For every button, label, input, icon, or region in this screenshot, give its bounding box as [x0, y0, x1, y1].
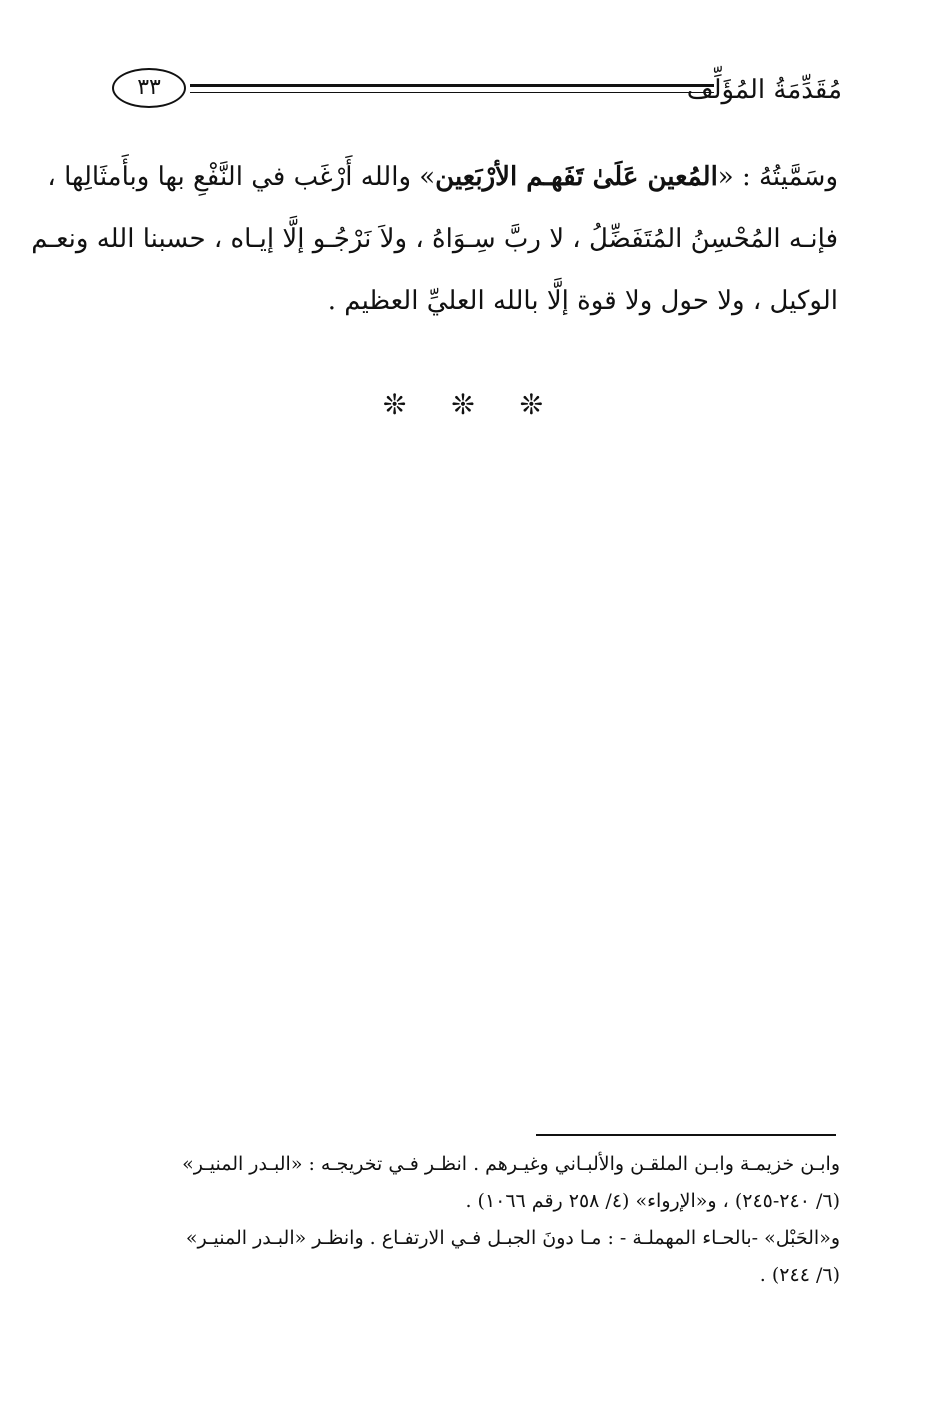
page-number	[112, 68, 186, 108]
body-line-3: الوكيل ، ولا حول ولا قوة إلَّا بالله العليِّ العظيم .	[327, 286, 838, 316]
section-separator: ❊ ❊ ❊	[382, 388, 562, 421]
page-number-text: ٣٣	[137, 75, 161, 100]
body-text	[31, 146, 838, 332]
footnote-rule	[536, 1134, 836, 1136]
footnote-line: (٦/ ٢٤٤) .	[759, 1264, 840, 1286]
footnotes	[112, 1146, 840, 1294]
footnote-line: و«الحَبْل» -بالحـاء المهملـة - : مـا دونَ الجبـل فـي الارتفـاع . وانظـر «البـدر المنيـر»	[185, 1227, 840, 1249]
body-line-2: فإنـه المُحْسِنُ المُتَفَضِّلُ ، لا ربَّ سِـوَاهُ ، ولاَ نَرْجُـو إلَّا إيـاه ، حسبنا الله ونعـم	[31, 224, 838, 254]
header-rule-thick	[190, 84, 714, 87]
page-header	[112, 64, 842, 116]
book-title: المُعين عَلَىٰ تَفَهـم الأرْبَعِين	[435, 162, 718, 192]
footnote-line: وابـن خزيمـة وابـن الملقـن والألبـاني وغيـرهم . انظـر فـي تخريجـه : «البـدر المنيـر»	[182, 1153, 840, 1175]
running-title: مُقَدِّمَةُ المُؤَلِّف	[686, 75, 842, 105]
footnote-line: (٦/ ٢٤٠-٢٤٥) ، و«الإرواء» (٤/ ٢٥٨ رقم ١٠٦٦) .	[465, 1190, 840, 1212]
body-line-1-end: » والله أَرْغَب في النَّفْعِ بها وبأَمثَالِها ،	[47, 162, 436, 192]
body-line-1-start: وسَمَّيتُهُ : «	[717, 162, 838, 192]
header-rule-thin	[190, 92, 714, 93]
body-line-1	[47, 146, 838, 208]
